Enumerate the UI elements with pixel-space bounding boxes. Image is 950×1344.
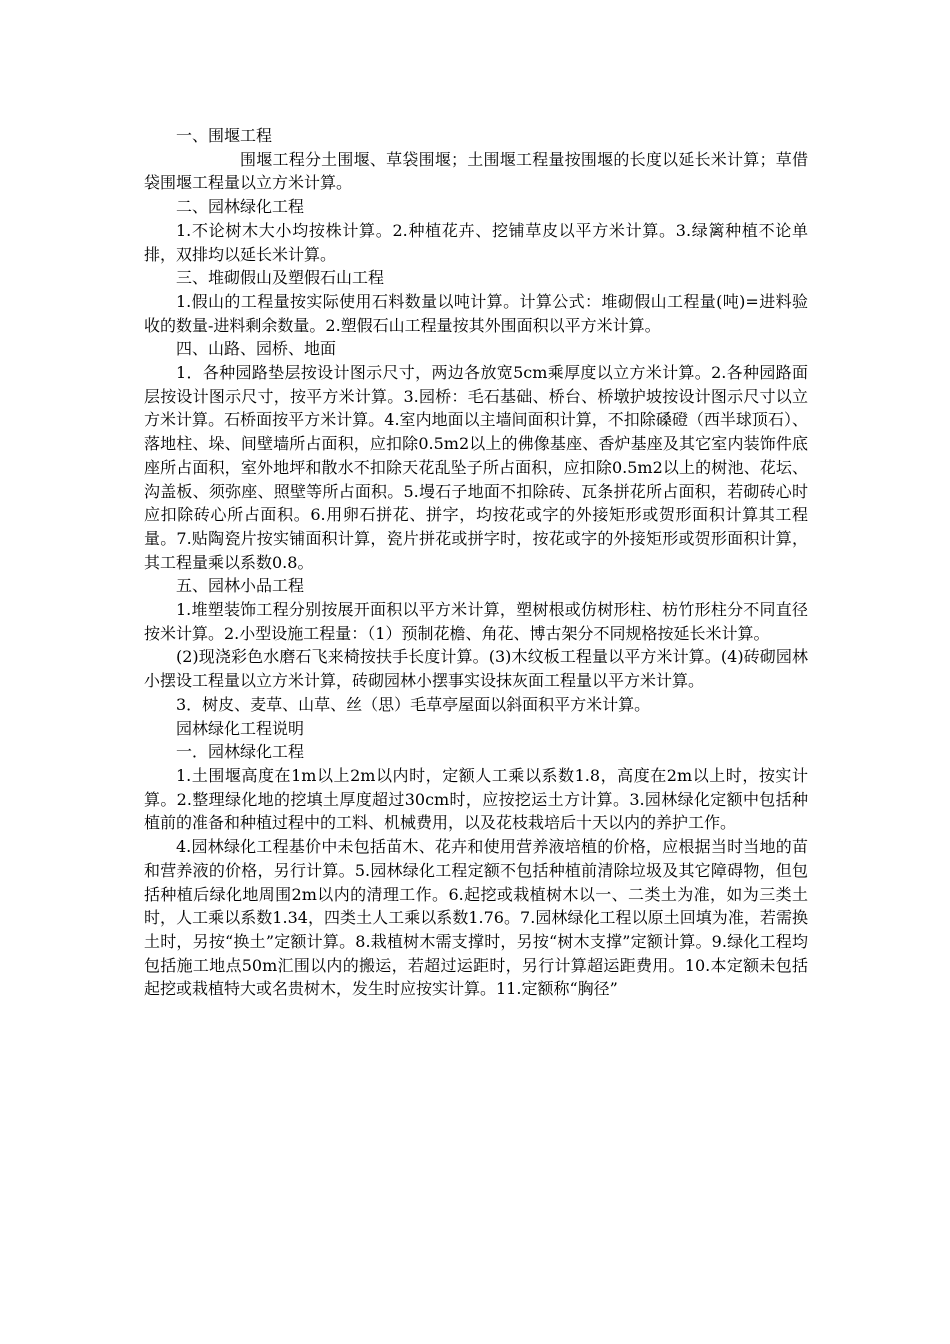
heading-cofferdam: 一、围堰工程 [176, 126, 273, 145]
paragraph-garden-features-2: (2)现浇彩色水磨石飞来椅按扶手长度计算。(3)木纹板工程量以平方米计算。(4)砖砌园林小摆设工程量以立方米计算，砖砌园林小摆事实设抹灰面工程量以平方米计算。 [144, 647, 808, 691]
heading-greening-notes: 园林绿化工程说明 [176, 718, 305, 738]
heading-paths-bridges: 四、山路、园桥、地面 [176, 339, 337, 359]
document-body [144, 124, 808, 1001]
heading-rockery: 三、堆砌假山及塑假石山工程 [176, 268, 385, 288]
heading-greening: 二、园林绿化工程 [176, 197, 305, 217]
paragraph-rockery: 1.假山的工程量按实际使用石料数量以吨计算。计算公式：堆砌假山工程量(吨)=进料验收的数量-进料剩余数量。2.塑假石山工程量按其外围面积以平方米计算。 [144, 291, 808, 335]
heading-greening-notes-1: 一．园林绿化工程 [176, 742, 305, 762]
paragraph-greening-notes-2: 4.园林绿化工程基价中未包括苗木、花卉和使用营养液培植的价格，应根据当时当地的苗和营养液的价格，另行计算。5.园林绿化工程定额不包括种植前清除垃圾及其它障碍物，但包括种植后绿化地周围2m以内的清理工作。6.起挖或栽植树木以一、二类土为准，如为三类土时，人工乘以系数1.34，四类土人工乘以系数1.76。7.园林绿化工程以原土回填为准，若需换土时，另按“换土”定额计算。8.栽植树木需支撑时，另按“树木支撑”定额计算。9.绿化工程均包括施工地点50m汇围以内的搬运，若超过运距时，另行计算超运距费用。10.本定额未包括起挖或栽植特大或名贵树木，发生时应按实计算。11.定额称“胸径” [144, 837, 808, 999]
paragraph-garden-features-1: 1.堆塑装饰工程分别按展开面积以平方米计算，塑树根或仿树形柱、枋竹形柱分不同直径按米计算。2.小型设施工程量：（1）预制花檐、角花、博古架分不同规格按延长米计算。 [144, 600, 808, 643]
paragraph-greening-notes-1: 1.土围堰高度在1m以上2m以内时，定额人工乘以系数1.8，高度在2m以上时，按实计算。2.整理绿化地的挖填土厚度超过30cm时，应按挖运土方计算。3.园林绿化定额中包括种植前的准备和种植过程中的工料、机械费用，以及花枝栽培后十天以内的养护工作。 [144, 765, 808, 833]
paragraph-greening: 1.不论树木大小均按株计算。2.种植花卉、挖铺草皮以平方米计算。3.绿篱种植不论单排，双排均以延长米计算。 [144, 220, 808, 264]
paragraph-paths-bridges: 1．各种园路垫层按设计图示尺寸，两边各放宽5cm乘厚度以立方米计算。2.各种园路面层按设计图示尺寸，按平方米计算。3.园桥：毛石基础、桥台、桥墩护坡按设计图示尺寸以立方米计算。石桥面按平方米计算。4.室内地面以主墙间面积计算，不扣除磉磴（西半球顶石）、落地柱、垛、间壁墙所占面积，应扣除0.5m2以上的佛像基座、香炉基座及其它室内装饰件底座所占面积，室外地坪和散水不扣除天花乱坠子所占面积，应扣除0.5m2以上的树池、花坛、沟盖板、须弥座、照壁等所占面积。5.墁石子地面不扣除砖、瓦条拼花所占面积，若砌砖心时应扣除砖心所占面积。6.用卵石拼花、拼字，均按花或字的外接矩形或贺形面积计算其工程量。7.贴陶瓷片按实铺面积计算，瓷片拼花或拼字时，按花或字的外接矩形或贺形面积计算，其工程量乘以系数0.8。 [144, 363, 808, 572]
paragraph-garden-features-3: 3．树皮、麦草、山草、丝（思）毛草亭屋面以斜面积平方米计算。 [176, 694, 651, 714]
paragraph-cofferdam: 围堰工程分土围堰、草袋围堰；土围堰工程量按围堰的长度以延长米计算；草借袋围堰工程量以立方米计算。 [144, 149, 808, 193]
heading-garden-features: 五、园林小品工程 [176, 576, 305, 596]
